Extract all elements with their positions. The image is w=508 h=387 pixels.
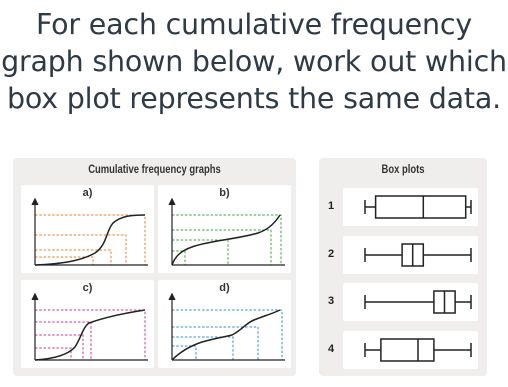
box-plot-4-box (381, 339, 434, 361)
graph-a-card (21, 185, 154, 273)
graph-b-curve (172, 215, 280, 265)
box-plot-4 (343, 331, 478, 369)
graph-d-guides (172, 310, 282, 360)
graph-d-card (158, 280, 291, 368)
box-plot-2-card (343, 236, 478, 274)
question-text (0, 6, 508, 117)
graph-b-plot (158, 185, 291, 273)
question-line-2: graph shown below, work out which (1, 45, 507, 78)
question-line-3: box plot represents the same data. (6, 82, 502, 115)
graph-d-curve (172, 310, 280, 360)
box-plots-panel-title: Box plots (381, 164, 425, 176)
box-plot-1-number: 1 (327, 200, 335, 212)
box-plot-3 (343, 283, 478, 321)
graph-a-curve (35, 215, 145, 265)
box-plot-2-number: 2 (327, 248, 335, 260)
box-plot-4-card (343, 331, 478, 369)
graph-c-card (21, 280, 154, 368)
graph-b-card (158, 185, 291, 273)
box-plot-3-number: 3 (327, 295, 335, 307)
graph-b-label: b) (219, 187, 230, 199)
box-plot-3-card (343, 283, 478, 321)
box-plot-4-number: 4 (327, 343, 335, 355)
question-line-1: For each cumulative frequency (35, 8, 473, 41)
box-plot-1-box (376, 196, 466, 218)
graph-c-plot (21, 280, 154, 368)
graph-d-plot (158, 280, 291, 368)
graph-c-axes (32, 294, 148, 360)
graph-c-guides (35, 310, 145, 360)
graph-a-label: a) (82, 187, 93, 199)
box-plot-1-card (343, 188, 478, 226)
box-plots-panel (319, 158, 487, 376)
cumulative-frequency-panel (13, 158, 296, 376)
box-plot-1 (343, 188, 478, 226)
cumulative-frequency-panel-title: Cumulative frequency graphs (88, 164, 221, 176)
graph-c-curve (35, 310, 145, 360)
box-plot-2 (343, 236, 478, 274)
graph-d-label: d) (219, 282, 230, 294)
graph-a-plot (21, 185, 154, 273)
graph-c-label: c) (82, 282, 93, 294)
graph-a-guides (35, 215, 145, 265)
graph-b-axes (169, 199, 285, 265)
